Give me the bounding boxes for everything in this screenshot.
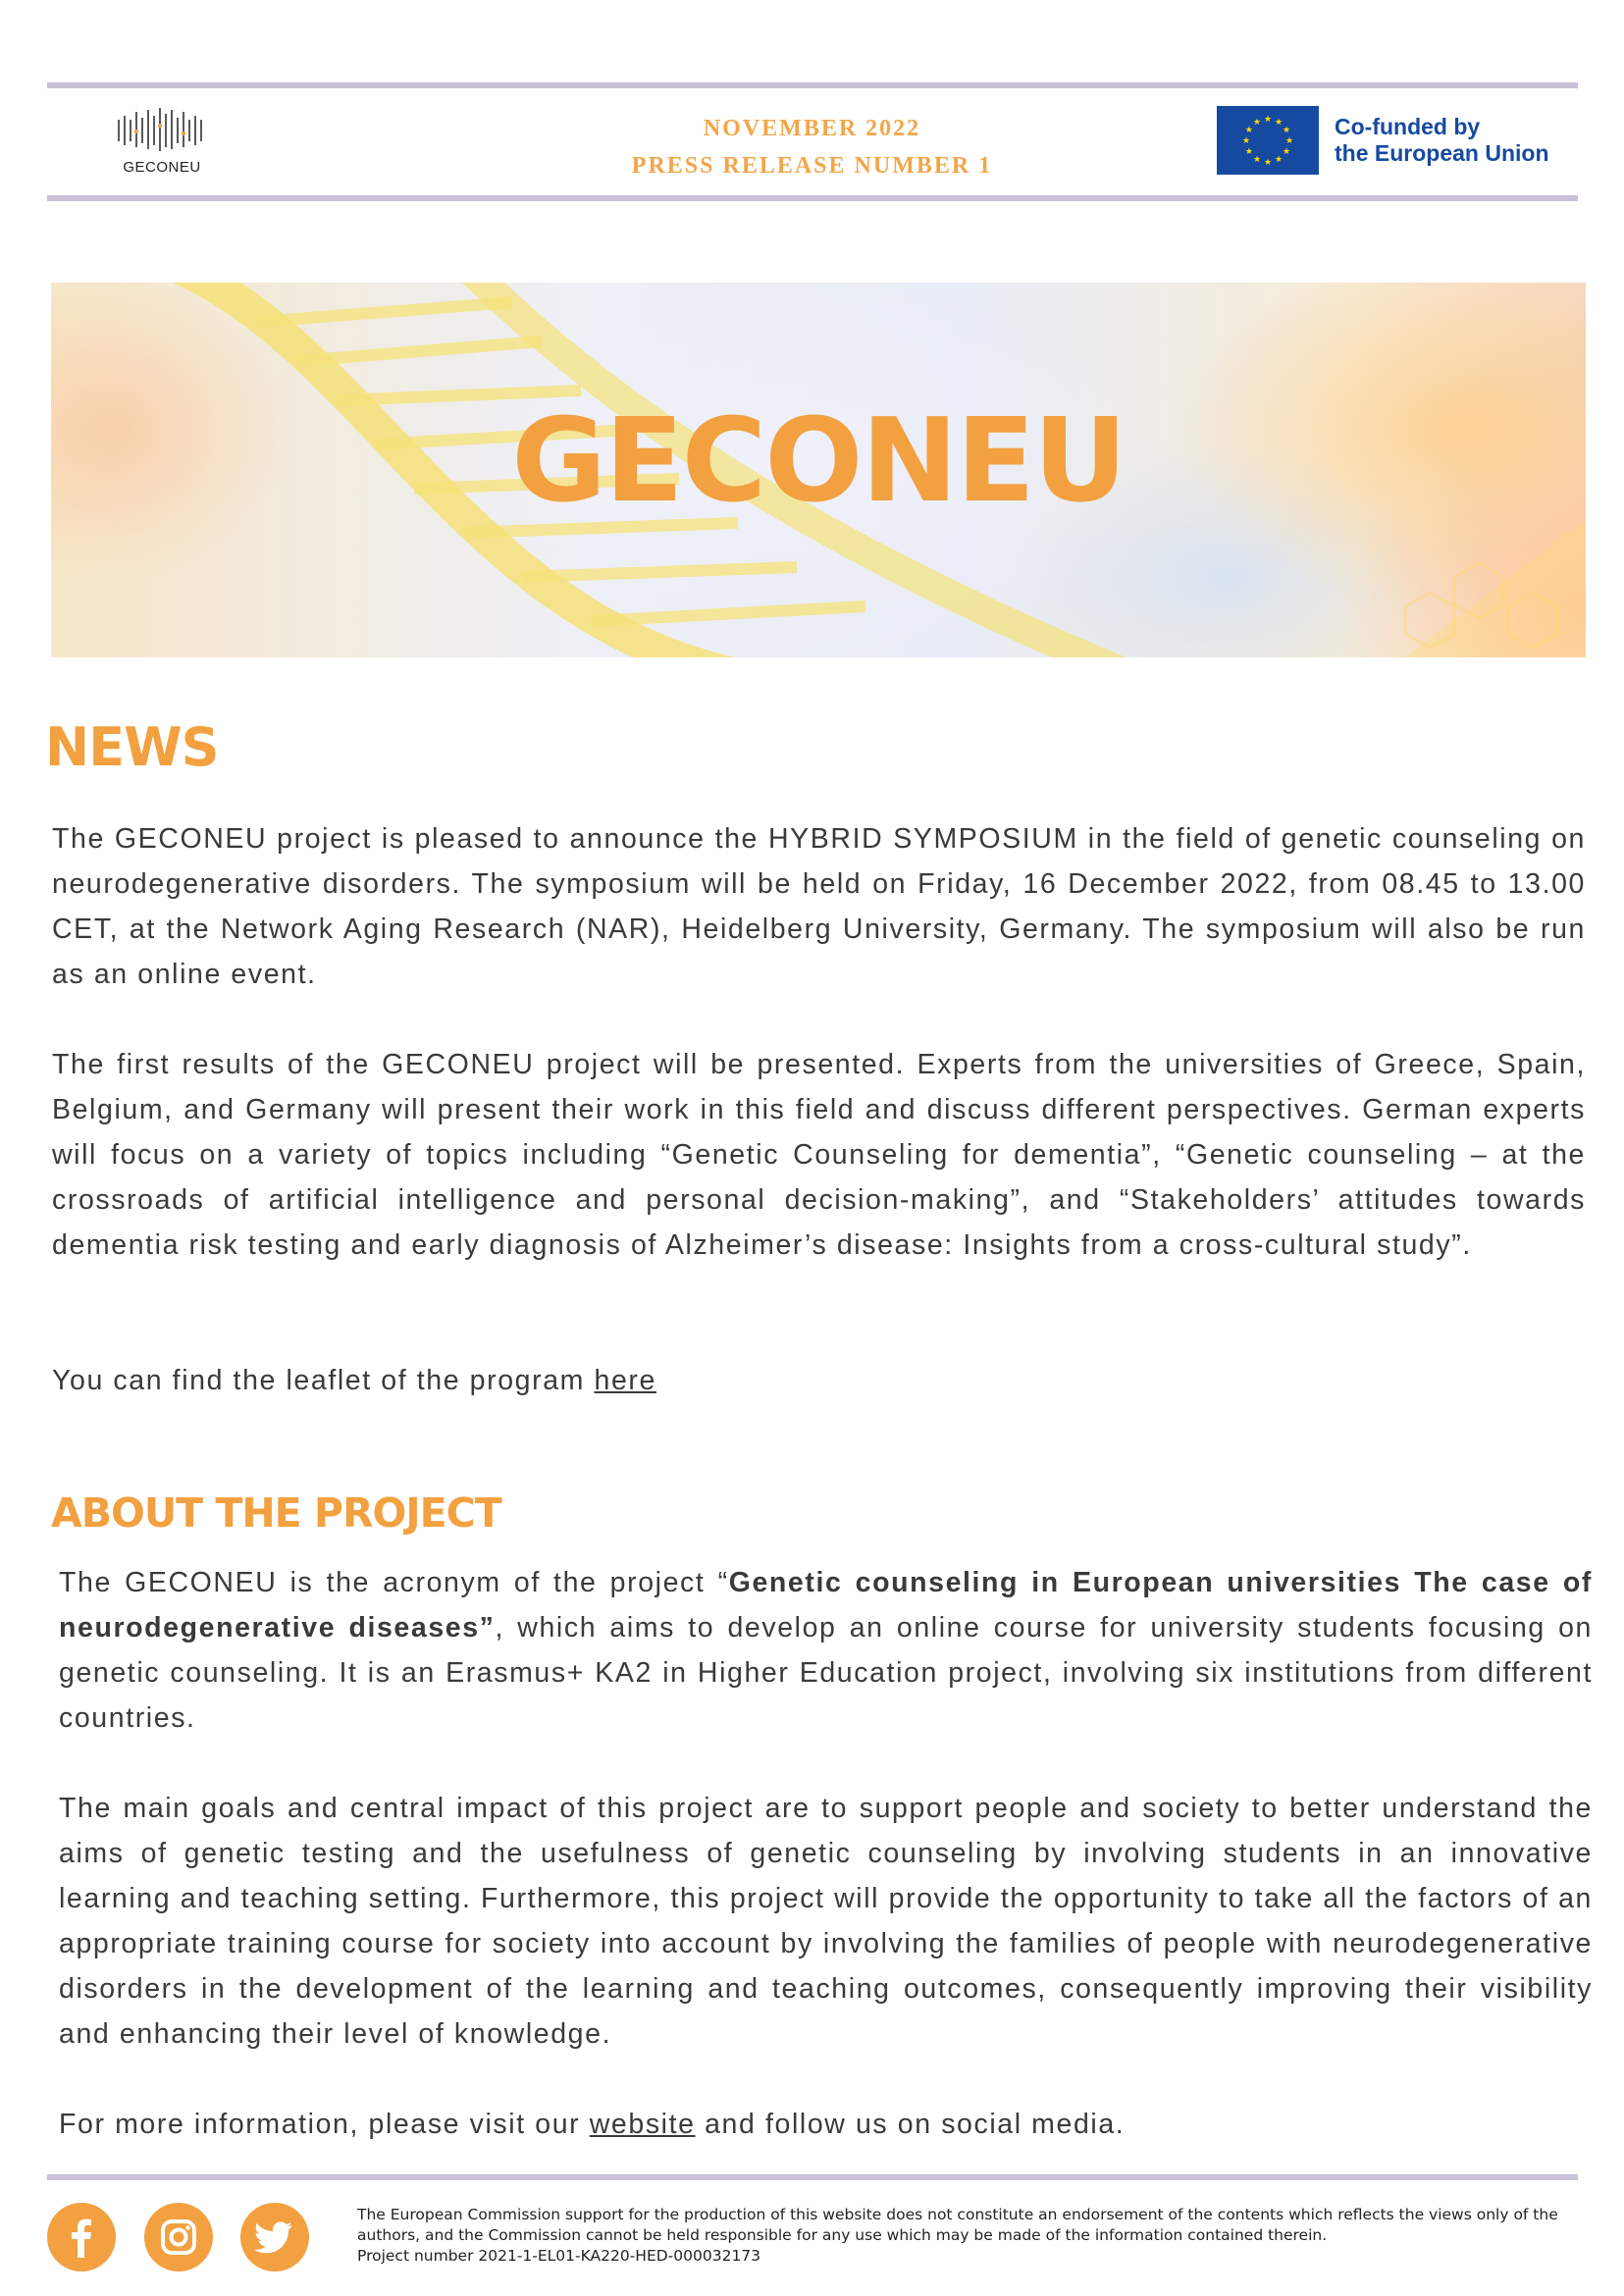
news-paragraph-1: The GECONEU project is pleased to announce the HYBRID SYMPOSIUM in the field of genetic counseling on neurodegenerative disorders. The symposium will be held on Friday, 16 December 2022, from 08.45 to 13.00 CET, at the Network Aging Research (NAR), Heidelberg University, Germany. The symposium will also be run as an online event.: [52, 823, 1586, 990]
about-paragraph-2: The main goals and central impact of this project are to support people and society to better understand the aims of genetic testing and the usefulness of genetic counseling by involving students in an innovative learning and teaching setting. Furthermore, this project will provide the opportunity to take all the factors of an appropriate training course for society into account by involving the families of people with neurodegenerative disorders in the development of the learning and teaching outcomes, consequently improving their visibility and enhancing their level of knowledge.: [59, 1793, 1593, 2050]
eu-star: ★: [1274, 155, 1283, 166]
twitter-glyph: [240, 2203, 309, 2271]
project-number: Project number 2021-1-EL01-KA220-HED-000032173: [357, 2247, 761, 2265]
instagram-glyph: [144, 2203, 213, 2271]
facebook-icon[interactable]: [47, 2203, 116, 2271]
about-paragraph-1: [59, 1560, 1593, 1741]
about-paragraph-3: [59, 2102, 1593, 2147]
eu-star: ★: [1263, 158, 1273, 168]
eu-star: ★: [1252, 155, 1262, 166]
eu-star: ★: [1244, 147, 1253, 157]
instagram-icon[interactable]: [144, 2203, 213, 2271]
header-bottom-rule: [47, 195, 1578, 201]
eu-text-line2: the European Union: [1335, 140, 1549, 166]
eu-star: ★: [1241, 136, 1251, 146]
eu-star: ★: [1244, 126, 1253, 135]
eu-star: ★: [1283, 147, 1291, 157]
eu-text: [1335, 114, 1549, 167]
about-heading: ABOUT THE PROJECT: [51, 1489, 501, 1537]
eu-star: ★: [1252, 117, 1262, 128]
release-number: PRESS RELEASE NUMBER 1: [631, 153, 993, 179]
leaflet-text: You can find the leaflet of the program: [52, 1365, 595, 1396]
eu-disclaimer: [357, 2205, 1564, 2267]
about-p1-pre: The GECONEU is the acronym of the project “: [59, 1567, 729, 1598]
eu-star: ★: [1283, 126, 1291, 135]
eu-flag-icon: [1217, 106, 1319, 175]
eu-star: ★: [1263, 115, 1273, 125]
about-p3-post: and follow us on social media.: [695, 2109, 1126, 2140]
footer-rule: [47, 2174, 1578, 2180]
eu-text-line1: Co-funded by: [1335, 114, 1481, 139]
eu-star: ★: [1284, 136, 1294, 146]
logo-text: GECONEU: [123, 159, 201, 176]
facebook-glyph: [47, 2203, 116, 2271]
disclaimer-text: The European Commission support for the production of this website does not constitute an endorsement of the contents which reflects the views only of the authors, and the Commission cannot be held responsible for any use which may be made of the information contained therein.: [357, 2206, 1558, 2244]
website-link[interactable]: website: [589, 2109, 696, 2140]
eu-star: ★: [1274, 117, 1283, 128]
news-heading: NEWS: [45, 716, 219, 778]
about-p1-post: , which aims to develop an online course for university students focusing on genetic counseling. It is an Erasmus+ KA2 in Higher Education project, involving six institutions from different countries.: [59, 1612, 1593, 1734]
project-full-title: Genetic counseling in European universities The case of neurodegenerative diseases”: [59, 1567, 1593, 1644]
news-paragraph-2: The first results of the GECONEU project will be presented. Experts from the universities of Greece, Spain, Belgium, and Germany will present their work in this field and discuss different perspectives. German experts will focus on a variety of topics including “Genetic Counseling for dementia”, “Genetic counseling – at the crossroads of artificial intelligence and personal decision-making”, and “Stakeholders’ attitudes towards dementia risk testing and early diagnosis of Alzheimer’s disease: Insights from a cross-cultural study”.: [52, 1049, 1586, 1261]
header-top-rule: [47, 82, 1578, 88]
twitter-icon[interactable]: [240, 2203, 309, 2271]
banner-title: GECONEU: [511, 392, 1126, 528]
about-p3-pre: For more information, please visit our: [59, 2109, 590, 2140]
hero-banner: [51, 283, 1586, 657]
news-paragraph-3: [52, 1358, 1586, 1403]
leaflet-link[interactable]: here: [594, 1365, 656, 1396]
release-date: NOVEMBER 2022: [703, 116, 921, 141]
eu-cofunded-badge: [1217, 106, 1549, 175]
